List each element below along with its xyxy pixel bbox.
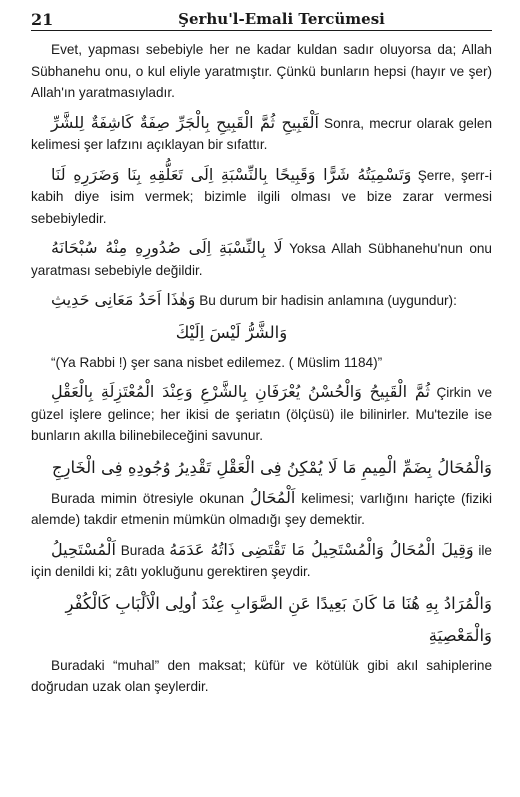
arabic-phrase: وَقِيلَ الْمُحَالُ وَالْمُسْتَحِيلُ مَا تَقْتَضِى ذَاتُهُ عَدَمَهُ — [169, 539, 474, 559]
hadith-arabic: وَالشَّرُّ لَيْسَ اِلَيْكَ — [175, 322, 288, 342]
page-header — [31, 0, 492, 31]
paragraph-8 — [31, 539, 492, 583]
page-number: 21 — [31, 10, 54, 29]
lead-text: Burada mimin ötresiyle okunan — [51, 490, 245, 506]
running-title: Şerhu'l-Emali Tercümesi — [178, 10, 385, 28]
page-body — [31, 39, 492, 698]
translation-text: Bu durum bir hadisin anlamına (uygundur): — [199, 293, 457, 308]
arabic-word: اَلْمُسْتَحِيلُ — [51, 539, 116, 559]
arabic-line-masiyet: وَالْمَعْصِيَةِ — [428, 625, 492, 645]
arabic-phrase: وَهٰذَا اَحَدُ مَعَانِى حَدِيثِ — [51, 290, 196, 309]
paragraph-1: Evet, yapması sebebiyle her ne kadar kuldan sadır oluyorsa da; Allah Sübhanehu onu, o kul eliyle yaratmıştır. Çünkü bunların hepsi (hayır ve şer) Allah'ın yaratmasıyladır. — [31, 42, 492, 100]
paragraph-9: Buradaki “muhal” den maksat; küfür ve kötülük gibi akıl sahiplerine doğrudan uzak olan şeylerdir. — [31, 657, 492, 694]
translation-text: Yoksa Allah Sübhanehu'nun onu yaratması sebebiyle değildir. — [31, 241, 492, 278]
translation-text: Şerre, şerr-i kabih diye isim vermek; bizimle ilgili olması ve bize zarar vermesi sebebiyledir. — [31, 167, 492, 226]
paragraph-6 — [31, 381, 492, 447]
arabic-phrase: لَا بِالنِّسْبَةِ اِلَى صُدُورِهِ مِنْهُ سُبْحَانَهُ — [51, 238, 283, 257]
arabic-line-muhal: وَالْمُحَالُ بِضَمِّ الْمِيمِ مَا لَا يُمْكِنُ فِى الْعَقْلِ تَقْدِيرُ وُجُودِهِ فِى الْخَارِجِ — [51, 457, 492, 477]
arabic-phrase: ثُمَّ الْقَبِيحُ وَالْحُسْنُ يُعْرَفَانِ بِالشَّرْعِ وَعِنْدَ الْمُعْتَزِلَةِ بِالْعَقْلِ — [51, 382, 430, 401]
translation-text: ile için denildi ki; zâtı yokluğunu gerektiren şeydir. — [31, 542, 492, 579]
paragraph-7 — [31, 487, 492, 531]
arabic-word: اَلْمُحَالُ — [249, 487, 296, 507]
hadith-translation: “(Ya Rabbi !) şer sana nisbet edilemez. ( Müslim 1184)” — [51, 354, 383, 370]
paragraph-3 — [31, 164, 492, 230]
paragraph-5 — [31, 289, 492, 312]
paragraph-2 — [31, 112, 492, 156]
translation-text: kelimesi; varlığını hariçte (fiziki alemde) takdir etmenin mümkün olmadığı şey demektir. — [31, 490, 492, 527]
translation-text: Sonra, mecrur olarak gelen kelimesi şer lafzını açıklayan bir sıfattır. — [31, 115, 493, 152]
arabic-phrase: وَتَسْمِيَتُهُ شَرًّا وَقَبِيحًا بِالنِّسْبَةِ اِلَى تَعَلُّقِهِ بِنَا وَضَرَرِهِ لَنَا — [51, 164, 412, 184]
arabic-line-murad: وَالْمُرَادُ بِهِ هُنَا مَا كَانَ بَعِيدًا عَنِ الصَّوَابِ عِنْدَ اُولِى الْاَلْبَابِ كَالْكُفْرِ — [65, 593, 492, 613]
arabic-phrase: اَلْقَبِيحِ ثُمَّ الْقَبِيحِ بِالْجَرِّ صِفَةٌ كَاشِفَةٌ لِلشَّرِّ — [51, 112, 319, 132]
paragraph-4 — [31, 237, 492, 281]
mid-text: Burada — [120, 542, 165, 558]
translation-text: Çirkin ve güzel işlere gelince; her ikisi de şeriatın (ölçüsü) ile bilinirler. Mu'tezile ise bunların akılla bilinebileceğini savunur. — [31, 385, 493, 443]
